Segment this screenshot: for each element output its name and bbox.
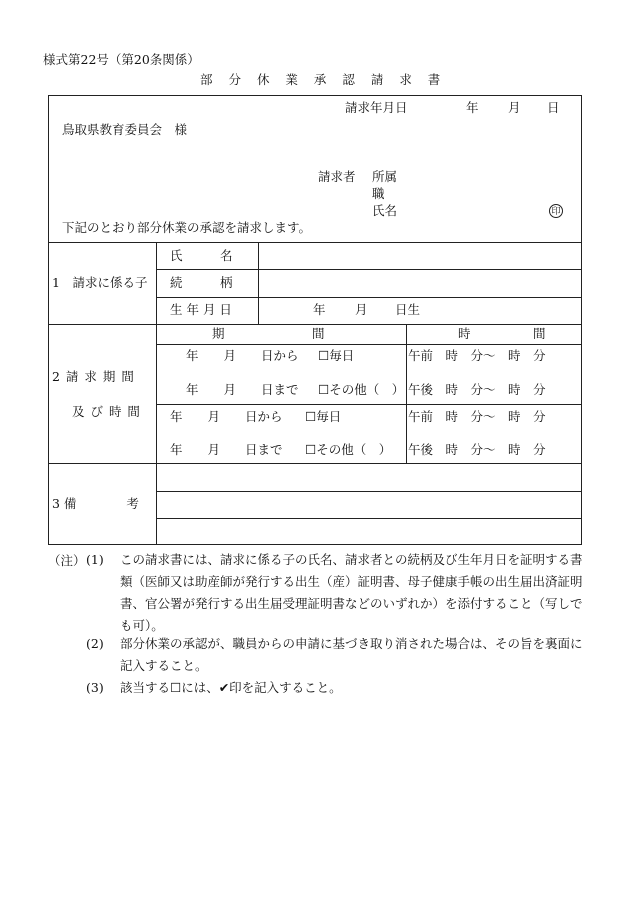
form-reference: 様式第22号（第20条関係） bbox=[43, 52, 200, 67]
divider bbox=[48, 242, 582, 243]
requester-name-label: 氏名 bbox=[372, 203, 398, 218]
birth-year[interactable]: 年 bbox=[313, 302, 326, 317]
requester-position-label: 職 bbox=[372, 186, 385, 201]
note-3-text: 該当する☐には、✔印を記入すること。 bbox=[120, 680, 342, 695]
other-checkbox-b[interactable]: ☐その他（ ） bbox=[305, 442, 392, 457]
request-date-label: 請求年月日 bbox=[345, 100, 408, 115]
form-title: 部 分 休 業 承 認 請 求 書 bbox=[200, 72, 447, 87]
divider bbox=[156, 242, 157, 545]
notes-prefix: （注） bbox=[48, 553, 86, 568]
section2-label-line2: 及 び 時 間 bbox=[72, 404, 141, 419]
period-header: 期 間 bbox=[212, 326, 325, 341]
divider bbox=[156, 491, 582, 492]
divider bbox=[156, 518, 582, 519]
note-2-number: (2) bbox=[86, 636, 104, 651]
daily-checkbox-b[interactable]: ☐毎日 bbox=[305, 409, 342, 424]
form-table bbox=[48, 95, 582, 545]
seal-mark: 印 bbox=[549, 204, 563, 218]
requester-label: 請求者 bbox=[318, 169, 356, 184]
period-b-from[interactable]: 年 月 日から bbox=[170, 409, 283, 424]
note-3-number: (3) bbox=[86, 680, 104, 695]
note-1-number: (1) bbox=[86, 552, 104, 567]
request-date-month[interactable]: 月 bbox=[508, 100, 521, 115]
time-header: 時 間 bbox=[458, 326, 546, 341]
request-date-year[interactable]: 年 bbox=[466, 100, 479, 115]
child-name-label: 氏 名 bbox=[170, 248, 233, 263]
divider bbox=[406, 324, 407, 463]
section3-label: 3 備 考 bbox=[52, 496, 139, 511]
divider bbox=[48, 463, 582, 464]
divider bbox=[156, 297, 582, 298]
section2-label-line1: 2 請 求 期 間 bbox=[52, 369, 135, 384]
pm-time-b[interactable]: 午後 時 分～ 時 分 bbox=[408, 442, 546, 457]
divider bbox=[156, 404, 582, 405]
pm-time-a[interactable]: 午後 時 分～ 時 分 bbox=[408, 382, 546, 397]
birth-day-suffix[interactable]: 日生 bbox=[395, 302, 421, 317]
am-time-a[interactable]: 午前 時 分～ 時 分 bbox=[408, 348, 546, 363]
divider bbox=[258, 242, 259, 324]
note-1-text: この請求書には、請求に係る子の氏名、請求者との続柄及び生年月日を証明する書類（医師又は助産師が発行する出生（産）証明書、母子健康手帳の出生届出済証明書、官公署が発行する出生届受理証明書などのいずれか）を添付すること（写しでも可）。 bbox=[120, 552, 583, 633]
section1-label: 1 請求に係る子 bbox=[52, 275, 148, 290]
divider bbox=[156, 344, 582, 345]
addressee: 鳥取県教育委員会 様 bbox=[62, 122, 188, 137]
birth-month[interactable]: 月 bbox=[355, 302, 368, 317]
request-statement: 下記のとおり部分休業の承認を請求します。 bbox=[62, 220, 312, 235]
divider bbox=[48, 324, 582, 325]
period-a-from[interactable]: 年 月 日から bbox=[186, 348, 299, 363]
request-date-day[interactable]: 日 bbox=[547, 100, 560, 115]
note-2-text: 部分休業の承認が、職員からの申請に基づき取り消された場合は、その旨を裏面に記入すること。 bbox=[120, 636, 583, 673]
period-a-to[interactable]: 年 月 日まで bbox=[186, 382, 299, 397]
child-relation-label: 続 柄 bbox=[170, 275, 233, 290]
daily-checkbox-a[interactable]: ☐毎日 bbox=[318, 348, 355, 363]
child-birth-label: 生 年 月 日 bbox=[170, 302, 232, 317]
period-b-to[interactable]: 年 月 日まで bbox=[170, 442, 283, 457]
am-time-b[interactable]: 午前 時 分～ 時 分 bbox=[408, 409, 546, 424]
requester-affiliation-label: 所属 bbox=[372, 169, 398, 184]
divider bbox=[156, 269, 582, 270]
other-checkbox-a[interactable]: ☐その他（ ） bbox=[318, 382, 405, 397]
